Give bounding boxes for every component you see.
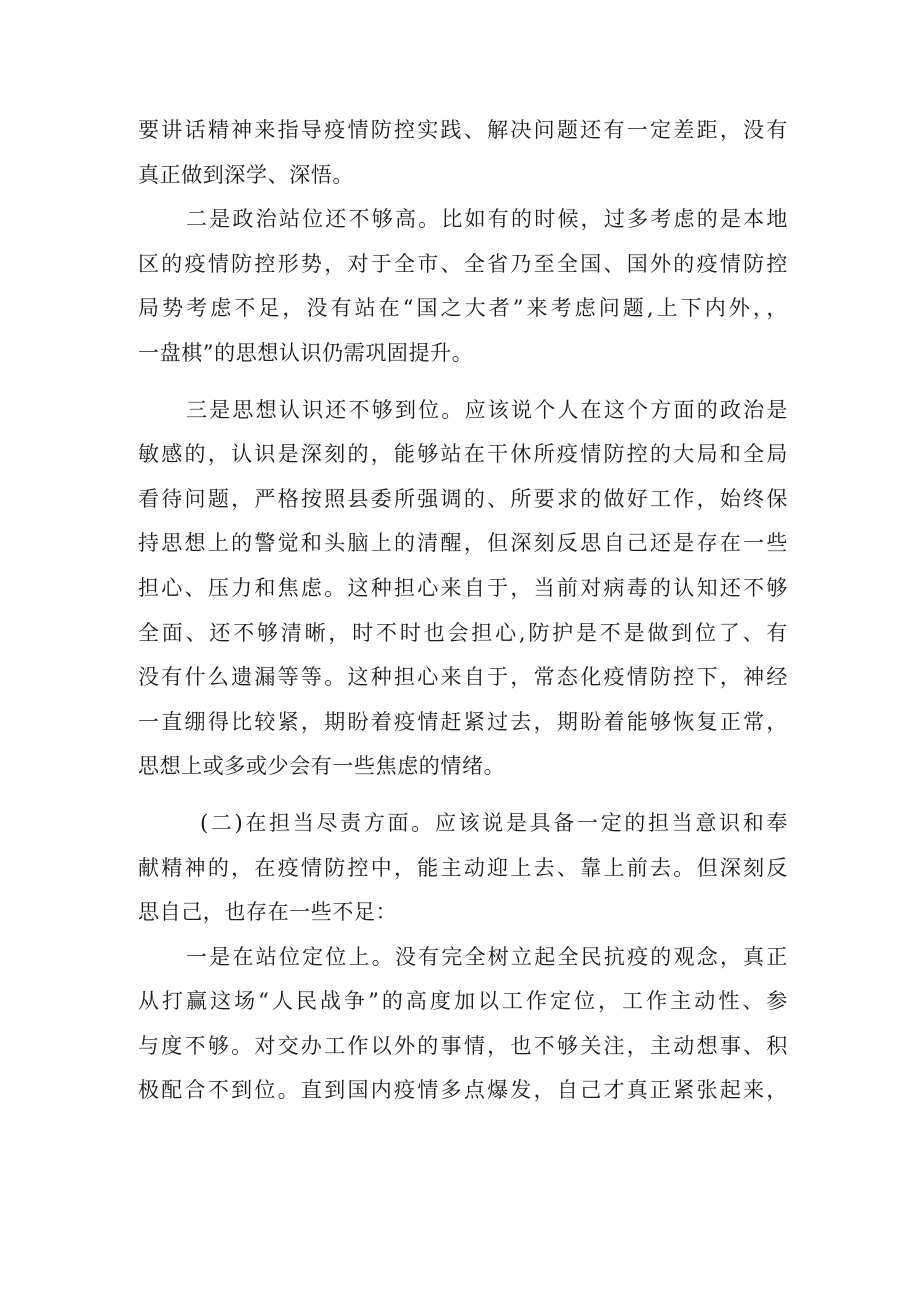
text-line: 真正做到深学、深悟。 bbox=[138, 162, 354, 187]
paragraph-gap bbox=[138, 376, 788, 388]
text-line: 一是在站位定位上。没有完全树立起全民抗疫的观念，真正 bbox=[186, 944, 788, 969]
text-line: 要讲话精神来指导疫情防控实践、解决问题还有一定差距，没有 bbox=[138, 118, 788, 142]
text-line: 没有什么遗漏等等。这种担心来自于，常态化疫情防控下，神经 bbox=[138, 665, 788, 690]
text-line: 区的疫情防控形势，对于全市、全省乃至全国、国外的疫情防控 bbox=[138, 251, 788, 276]
paragraph-positioning bbox=[138, 935, 788, 1113]
text-line: 思自己，也存在一些不足： bbox=[138, 900, 398, 925]
text-line: 献精神的，在疫情防控中，能主动迎上去、靠上前去。但深刻反 bbox=[138, 855, 788, 880]
text-line: 敏感的，认识是深刻的，能够站在干休所疫情防控的大局和全局 bbox=[138, 442, 788, 467]
text-line: 从打赢这场“人民战争”的高度加以工作定位，工作主动性、参 bbox=[138, 989, 788, 1014]
text-line: 看待问题，严格按照县委所强调的、所要求的做好工作，始终保 bbox=[138, 486, 788, 511]
text-line: 三是思想认识还不够到位。应该说个人在这个方面的政治是 bbox=[186, 397, 788, 422]
paragraph-gap bbox=[138, 789, 788, 801]
paragraph-political-stance bbox=[138, 197, 788, 375]
paragraph-section-two-heading bbox=[138, 801, 788, 935]
paragraph-ideological-awareness bbox=[138, 388, 788, 789]
text-line: 局势考虑不足，没有站在“国之大者”来考虑问题,上下内外，， bbox=[138, 296, 788, 321]
text-line: (二)在担当尽责方面。应该说是具备一定的担当意识和奉 bbox=[200, 810, 788, 835]
text-line: 持思想上的警觉和头脑上的清醒，但深刻反思自己还是存在一些 bbox=[138, 531, 788, 556]
paragraph-continuation bbox=[138, 108, 788, 197]
text-line: 思想上或多或少会有一些焦虑的情绪。 bbox=[138, 754, 506, 779]
text-line: 一盘棋”的思想认识仍需巩固提升。 bbox=[138, 340, 474, 365]
document-body bbox=[138, 108, 788, 1113]
text-line: 二是政治站位还不够高。比如有的时候，过多考虑的是本地 bbox=[186, 207, 788, 232]
text-line: 担心、压力和焦虑。这种担心来自于，当前对病毒的认知还不够 bbox=[138, 575, 788, 600]
text-line: 全面、还不够清晰，时不时也会担心,防护是不是做到位了、有 bbox=[138, 620, 788, 645]
text-line: 极配合不到位。直到国内疫情多点爆发，自己才真正紧张起来， bbox=[138, 1078, 788, 1103]
text-line: 与度不够。对交办工作以外的事情，也不够关注，主动想事、积 bbox=[138, 1033, 788, 1058]
text-line: 一直绷得比较紧，期盼着疫情赶紧过去，期盼着能够恢复正常， bbox=[138, 709, 788, 734]
